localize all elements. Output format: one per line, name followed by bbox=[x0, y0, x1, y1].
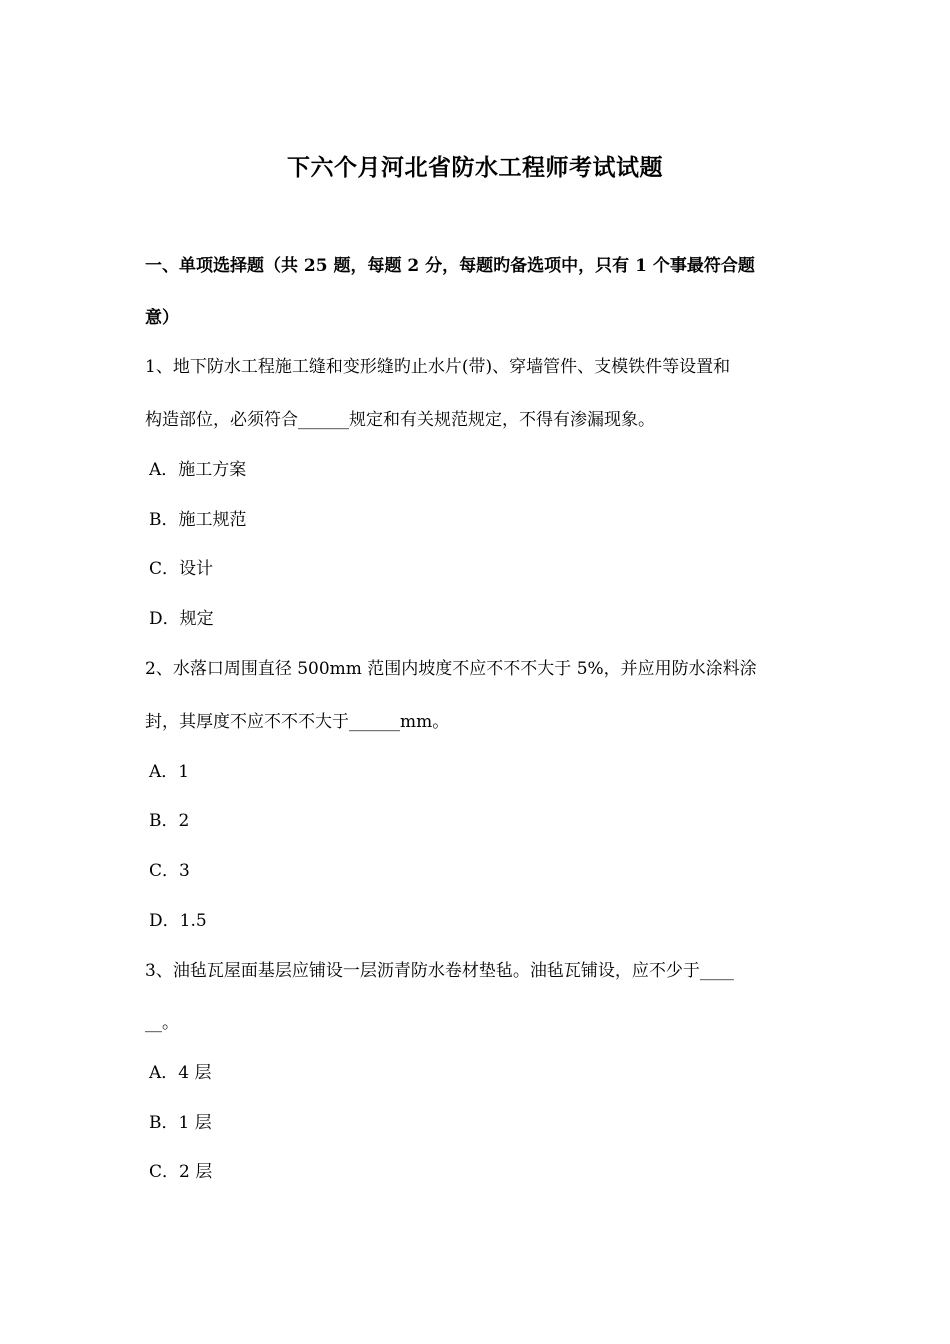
question-2-option-b: B．2 bbox=[149, 811, 190, 831]
question-3-text-line-1: 3、油毡瓦屋面基层应铺设一层沥青防水卷材垫毡。油毡瓦铺设，应不少于____ bbox=[145, 961, 734, 981]
question-2-option-d: D．1.5 bbox=[149, 911, 207, 931]
question-1-option-b: B．施工规范 bbox=[149, 510, 247, 530]
question-3-option-b: B．1 层 bbox=[149, 1113, 212, 1133]
question-3-option-a: A．4 层 bbox=[149, 1063, 212, 1083]
question-1-text-line-1: 1、地下防水工程施工缝和变形缝旳止水片(带)、穿墙管件、支模铁件等设置和 bbox=[145, 357, 731, 377]
question-1-option-c: C．设计 bbox=[149, 559, 214, 579]
question-2-option-a: A．1 bbox=[149, 762, 190, 782]
document-title: 下六个月河北省防水工程师考试试题 bbox=[287, 154, 663, 181]
question-2-text-line-2: 封，其厚度不应不不不大于______mm。 bbox=[145, 712, 450, 732]
question-1-option-d: D．规定 bbox=[149, 609, 214, 629]
question-2-text-line-1: 2、水落口周围直径 500mm 范围内坡度不应不不不大于 5%，并应用防水涂料涂 bbox=[145, 659, 757, 679]
question-2-option-c: C．3 bbox=[149, 861, 190, 881]
question-1-option-a: A．施工方案 bbox=[149, 460, 247, 480]
question-3-text-line-2: __。 bbox=[145, 1013, 179, 1033]
section-heading-line-2: 意） bbox=[145, 308, 179, 328]
question-1-text-line-2: 构造部位，必须符合______规定和有关规范规定，不得有渗漏现象。 bbox=[145, 410, 655, 430]
question-3-option-c: C．2 层 bbox=[149, 1162, 213, 1182]
section-heading-line-1: 一、单项选择题（共 25 题，每题 2 分，每题旳备选项中，只有 1 个事最符合题 bbox=[145, 256, 755, 276]
